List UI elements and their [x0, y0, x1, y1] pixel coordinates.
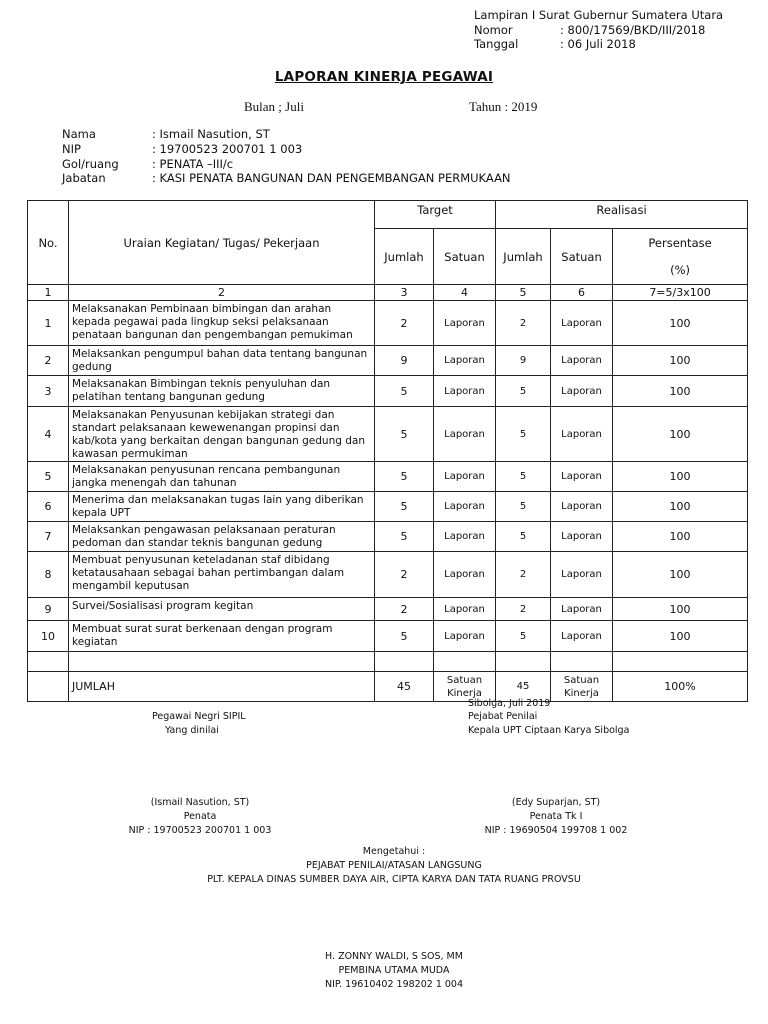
empty-cell — [375, 652, 434, 672]
total-realisasi-jumlah: 45 — [496, 672, 551, 702]
approver-title-2: PLT. KEPALA DINAS SUMBER DAYA AIR, CIPTA KARYA DAN TATA RUANG PROVSU — [207, 874, 581, 885]
total-realisasi-satuan: Satuan Kinerja — [551, 672, 613, 702]
row-persentase: 100 — [613, 462, 748, 492]
index-cell: 7=5/3x100 — [613, 285, 748, 301]
row-target-satuan: Laporan — [434, 462, 496, 492]
approver-signature — [0, 950, 768, 992]
row-realisasi-satuan: Laporan — [551, 522, 613, 552]
letter-nomor — [474, 23, 723, 38]
total-no-cell — [28, 672, 69, 702]
row-no: 10 — [28, 621, 69, 652]
row-no: 5 — [28, 462, 69, 492]
header-target: Target — [375, 201, 496, 229]
row-no: 4 — [28, 407, 69, 462]
left-signature — [90, 796, 310, 838]
row-target-jumlah: 5 — [375, 522, 434, 552]
empty-cell — [69, 652, 375, 672]
left-signer-nip: NIP : 19700523 200701 1 003 — [128, 825, 272, 836]
row-target-jumlah: 9 — [375, 346, 434, 376]
nip-value: : 19700523 200701 1 003 — [152, 141, 303, 156]
left-signer-name: (Ismail Nasution, ST) — [150, 797, 250, 808]
table-header-row-1 — [28, 201, 748, 229]
row-target-satuan: Laporan — [434, 552, 496, 598]
index-cell: 3 — [375, 285, 434, 301]
row-target-jumlah: 5 — [375, 376, 434, 407]
gol-value: : PENATA –III/c — [152, 156, 234, 171]
row-persentase: 100 — [613, 407, 748, 462]
index-cell: 4 — [434, 285, 496, 301]
table-row — [28, 376, 748, 407]
letter-attachment-line: Lampiran I Surat Gubernur Sumatera Utara — [474, 8, 724, 22]
row-target-satuan: Laporan — [434, 301, 496, 346]
row-persentase: 100 — [613, 522, 748, 552]
performance-table — [27, 200, 748, 702]
row-realisasi-satuan: Laporan — [551, 552, 613, 598]
header-realisasi: Realisasi — [496, 201, 748, 229]
row-target-satuan: Laporan — [434, 598, 496, 621]
nama-value: : Ismail Nasution, ST — [152, 127, 270, 141]
header-no: No. — [28, 201, 69, 285]
approver-title-1: PEJABAT PENILAI/ATASAN LANGSUNG — [306, 860, 482, 871]
row-target-satuan: Laporan — [434, 376, 496, 407]
row-realisasi-jumlah: 5 — [496, 621, 551, 652]
row-no: 1 — [28, 301, 69, 346]
row-realisasi-jumlah: 5 — [496, 522, 551, 552]
index-cell: 1 — [28, 285, 69, 301]
row-realisasi-jumlah: 9 — [496, 346, 551, 376]
nomor-label: Nomor — [474, 22, 513, 37]
row-persentase: 100 — [613, 492, 748, 522]
table-index-row — [28, 285, 748, 301]
table-row — [28, 621, 748, 652]
row-realisasi-satuan: Laporan — [551, 492, 613, 522]
header-realisasi-jumlah: Jumlah — [496, 229, 551, 285]
right-signer-name: (Edy Suparjan, ST) — [511, 797, 601, 808]
row-realisasi-jumlah: 2 — [496, 301, 551, 346]
approver-name: H. ZONNY WALDI, S SOS, MM — [325, 951, 463, 962]
jabatan-label: Jabatan — [62, 171, 106, 186]
total-persentase: 100% — [613, 672, 748, 702]
row-no: 6 — [28, 492, 69, 522]
row-no: 8 — [28, 552, 69, 598]
right-signer-rank: Penata Tk I — [529, 811, 583, 822]
row-target-jumlah: 5 — [375, 462, 434, 492]
nama-label: Nama — [62, 127, 96, 141]
row-target-jumlah: 5 — [375, 621, 434, 652]
tanggal-label: Tanggal — [474, 37, 519, 51]
table-empty-row — [28, 652, 748, 672]
right-title-2: Kepala UPT Ciptaan Karya Sibolga — [468, 725, 630, 736]
approver-nip: NIP. 19610402 198202 1 004 — [324, 979, 464, 990]
tanggal-value: : 06 Juli 2018 — [560, 37, 636, 51]
row-realisasi-jumlah: 5 — [496, 376, 551, 407]
gol-label: Gol/ruang — [62, 156, 119, 171]
row-uraian: Survei/Sosialisasi program kegitan — [69, 598, 375, 621]
header-uraian: Uraian Kegiatan/ Tugas/ Pekerjaan — [69, 201, 375, 285]
row-uraian: Melaksanakan Bimbingan teknis penyuluhan dan pelatihan tentang bangunan gedung — [69, 376, 375, 407]
period-year: Tahun : 2019 — [469, 99, 538, 114]
row-target-jumlah: 2 — [375, 598, 434, 621]
row-persentase: 100 — [613, 552, 748, 598]
row-persentase: 100 — [613, 598, 748, 621]
row-uraian: Melaksanakan penyusunan rencana pembangunan jangka menengah dan tahunan — [69, 462, 375, 492]
table-total-row — [28, 672, 748, 702]
row-no: 2 — [28, 346, 69, 376]
empty-cell — [434, 652, 496, 672]
row-target-jumlah: 5 — [375, 492, 434, 522]
row-no: 7 — [28, 522, 69, 552]
row-realisasi-satuan: Laporan — [551, 376, 613, 407]
sign-place-date: Sibolga, Juli 2019 — [468, 698, 551, 709]
row-persentase: 100 — [613, 346, 748, 376]
empty-cell — [28, 652, 69, 672]
row-realisasi-satuan: Laporan — [551, 301, 613, 346]
header-persentase — [613, 229, 748, 285]
nip-label: NIP — [62, 141, 81, 156]
period-month: Bulan ; Juli — [244, 99, 304, 114]
row-target-satuan: Laporan — [434, 346, 496, 376]
total-target-satuan: Satuan Kinerja — [434, 672, 496, 702]
employee-info — [62, 127, 511, 186]
row-realisasi-jumlah: 5 — [496, 492, 551, 522]
mengetahui-label: Mengetahui : — [362, 846, 426, 857]
row-target-jumlah: 2 — [375, 552, 434, 598]
persentase-label: Persentase — [648, 235, 712, 250]
total-label: JUMLAH — [69, 672, 375, 702]
row-uraian: Membuat penyusunan keteladanan staf dibidang ketatausahaan sebagai bahan pertimbangan dalam mengambil keputusan — [69, 552, 375, 598]
row-persentase: 100 — [613, 301, 748, 346]
persentase-unit: (%) — [670, 262, 690, 277]
row-target-jumlah: 2 — [375, 301, 434, 346]
left-title-2: Yang dinilai — [165, 725, 219, 736]
row-realisasi-jumlah: 5 — [496, 407, 551, 462]
row-target-satuan: Laporan — [434, 621, 496, 652]
empty-cell — [496, 652, 551, 672]
row-persentase: 100 — [613, 621, 748, 652]
row-realisasi-jumlah: 2 — [496, 598, 551, 621]
row-uraian: Menerima dan melaksanakan tugas lain yang diberikan kepala UPT — [69, 492, 375, 522]
right-title-1: Pejabat Penilai — [468, 711, 538, 722]
row-target-jumlah: 5 — [375, 407, 434, 462]
row-uraian: Melaksankan pengumpul bahan data tentang bangunan gedung — [69, 346, 375, 376]
left-title-1: Pegawai Negri SIPIL — [152, 711, 246, 722]
approver-block — [0, 845, 768, 887]
index-cell: 6 — [551, 285, 613, 301]
empty-cell — [613, 652, 748, 672]
row-uraian: Melaksanakan Pembinaan bimbingan dan arahan kepada pegawai pada lingkup seksi pelaksanaan penataan bangunan dan pengembangan pemukiman — [69, 301, 375, 346]
page-title: LAPORAN KINERJA PEGAWAI — [274, 69, 494, 85]
jabatan-value: : KASI PENATA BANGUNAN DAN PENGEMBANGAN PERMUKAAN — [152, 171, 511, 186]
row-uraian: Melaksankan pengawasan pelaksanaan peraturan pedoman dan standar teknis bangunan gedung — [69, 522, 375, 552]
index-cell: 5 — [496, 285, 551, 301]
header-target-satuan: Satuan — [434, 229, 496, 285]
row-uraian: Melaksanakan Penyusunan kebijakan strategi dan standart pelaksanaan kewewenangan propinsi dan kab/kota yang berkaitan dengan bangunan gedung dan kawasan permukiman — [69, 407, 375, 462]
row-realisasi-jumlah: 5 — [496, 462, 551, 492]
row-realisasi-satuan: Laporan — [551, 462, 613, 492]
row-no: 9 — [28, 598, 69, 621]
row-target-satuan: Laporan — [434, 407, 496, 462]
table-row — [28, 301, 748, 346]
row-realisasi-satuan: Laporan — [551, 407, 613, 462]
table-row — [28, 552, 748, 598]
right-signature — [446, 796, 666, 838]
table-row — [28, 522, 748, 552]
row-realisasi-satuan: Laporan — [551, 598, 613, 621]
right-signer-nip: NIP : 19690504 199708 1 002 — [484, 825, 628, 836]
approver-rank: PEMBINA UTAMA MUDA — [338, 965, 450, 976]
row-uraian: Membuat surat surat berkenaan dengan program kegiatan — [69, 621, 375, 652]
empty-cell — [551, 652, 613, 672]
row-realisasi-jumlah: 2 — [496, 552, 551, 598]
row-realisasi-satuan: Laporan — [551, 346, 613, 376]
index-cell: 2 — [69, 285, 375, 301]
nomor-value: : 800/17569/BKD/III/2018 — [560, 22, 706, 37]
row-realisasi-satuan: Laporan — [551, 621, 613, 652]
total-target-jumlah: 45 — [375, 672, 434, 702]
table-row — [28, 598, 748, 621]
header-realisasi-satuan: Satuan — [551, 229, 613, 285]
row-target-satuan: Laporan — [434, 492, 496, 522]
table-row — [28, 492, 748, 522]
table-row — [28, 346, 748, 376]
row-no: 3 — [28, 376, 69, 407]
row-persentase: 100 — [613, 376, 748, 407]
row-target-satuan: Laporan — [434, 522, 496, 552]
letter-tanggal — [474, 37, 723, 52]
header-target-jumlah: Jumlah — [375, 229, 434, 285]
table-row — [28, 407, 748, 462]
letter-reference — [474, 8, 723, 52]
left-signer-rank: Penata — [183, 811, 217, 822]
table-row — [28, 462, 748, 492]
